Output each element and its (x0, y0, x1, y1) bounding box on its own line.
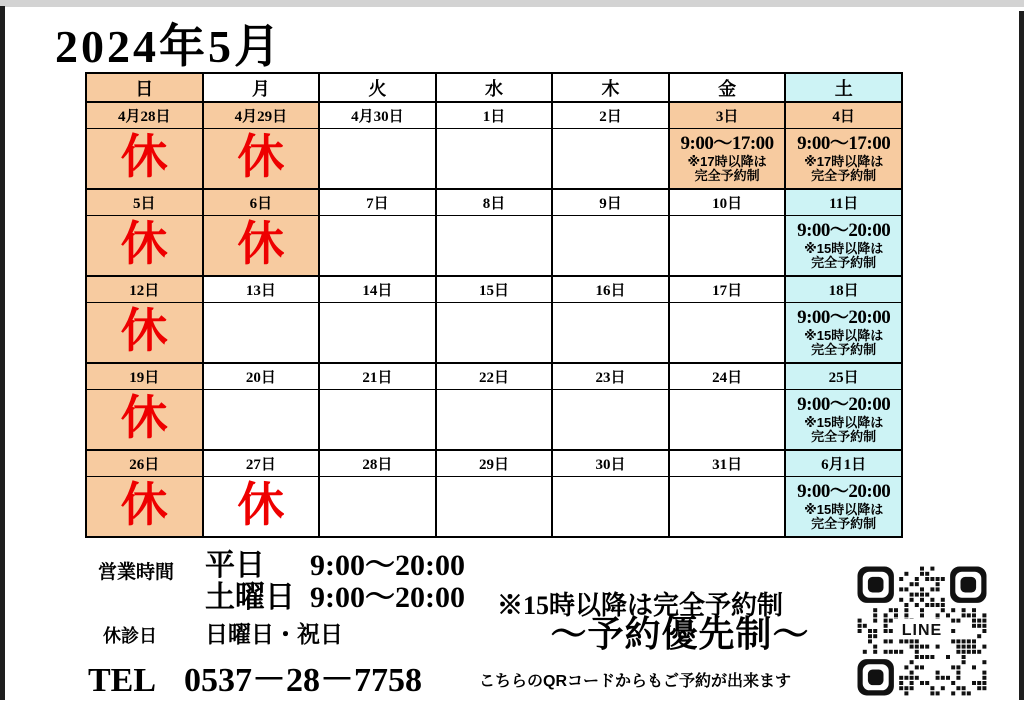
cell-time: 9:00～20:00 (797, 220, 891, 242)
empty-day-cell (319, 477, 436, 538)
photo-edge-right (1019, 11, 1024, 700)
date-cell: 7日 (319, 189, 436, 216)
weekday-header-cell: 月 (203, 73, 320, 102)
date-cell: 4月29日 (203, 102, 320, 129)
saturday-hours-row (205, 583, 465, 613)
cell-note: 完全予約制 (811, 342, 877, 358)
date-cell: 22日 (436, 363, 553, 390)
date-cell: 26日 (86, 450, 203, 477)
date-cell: 29日 (436, 450, 553, 477)
empty-day-cell (552, 477, 669, 538)
saturday-label: 土曜日 (205, 581, 295, 614)
svg-text:LINE: LINE (901, 622, 943, 639)
date-cell: 10日 (669, 189, 786, 216)
empty-day-cell (669, 303, 786, 364)
weekday-header-cell: 金 (669, 73, 786, 102)
business-hours-cell (785, 390, 902, 451)
date-cell: 13日 (203, 276, 320, 303)
business-hours-cell (785, 129, 902, 190)
photo-edge-left (0, 6, 5, 700)
reservation-priority-note: ～予約優先制～ (550, 614, 810, 654)
qr-caption: こちらのQRコードからもご予約が出来ます (479, 673, 792, 690)
date-cell: 1日 (436, 102, 553, 129)
empty-day-cell (669, 216, 786, 277)
cell-note: 完全予約制 (811, 168, 877, 184)
date-cell: 31日 (669, 450, 786, 477)
date-cell: 6日 (203, 189, 320, 216)
date-cell: 30日 (552, 450, 669, 477)
weekday-header-cell: 木 (552, 73, 669, 102)
closed-day-cell (203, 477, 320, 538)
weekday-header-row (86, 73, 902, 102)
closed-day-cell (203, 129, 320, 190)
date-cell: 27日 (203, 450, 320, 477)
cell-note: ※17時以降は (687, 153, 767, 169)
empty-day-cell (669, 390, 786, 451)
date-cell: 11日 (785, 189, 902, 216)
empty-day-cell (319, 216, 436, 277)
cell-note: ※15時以降は (804, 414, 884, 430)
cell-time: 9:00～17:00 (797, 133, 891, 155)
saturday-hours-value: 9:00～20:00 (310, 581, 465, 614)
cell-note: ※15時以降は (804, 501, 884, 517)
empty-day-cell (319, 129, 436, 190)
cell-note: 完全予約制 (811, 429, 877, 445)
photo-edge-top (0, 0, 1024, 7)
telephone-line (88, 652, 422, 701)
empty-day-cell (319, 390, 436, 451)
calendar-table (85, 72, 903, 538)
closed-mark: 休 (237, 219, 285, 271)
empty-day-cell (203, 303, 320, 364)
closed-day-cell (86, 216, 203, 277)
date-cell: 3日 (669, 102, 786, 129)
empty-day-cell (552, 129, 669, 190)
cell-note: 完全予約制 (811, 255, 877, 271)
empty-day-cell (552, 216, 669, 277)
weekday-header-cell: 日 (86, 73, 203, 102)
date-cell: 4月30日 (319, 102, 436, 129)
closed-mark: 休 (120, 480, 168, 532)
business-hours-cell (669, 129, 786, 190)
empty-day-cell (436, 477, 553, 538)
cell-time: 9:00～20:00 (797, 394, 891, 416)
closed-mark: 休 (120, 306, 168, 358)
weekday-header-cell: 水 (436, 73, 553, 102)
cell-time: 9:00～20:00 (797, 481, 891, 503)
closed-day-cell (86, 390, 203, 451)
closed-mark: 休 (120, 393, 168, 445)
closed-day-cell (86, 129, 203, 190)
business-hours-label: 営業時間 (98, 562, 175, 583)
date-cell: 16日 (552, 276, 669, 303)
date-cell: 4日 (785, 102, 902, 129)
line-qr-code (857, 566, 987, 696)
date-cell: 18日 (785, 276, 902, 303)
cell-time: 9:00～17:00 (680, 133, 774, 155)
weekday-hours-row (205, 551, 465, 581)
after-15-reservation-note: ※15時以降は完全予約制 (497, 591, 784, 620)
closed-days-label: 休診日 (103, 626, 157, 646)
date-cell: 24日 (669, 363, 786, 390)
business-hours-cell (785, 303, 902, 364)
empty-day-cell (203, 390, 320, 451)
closed-day-cell (203, 216, 320, 277)
empty-day-cell (436, 129, 553, 190)
closed-mark: 休 (120, 132, 168, 184)
cell-note: 完全予約制 (694, 168, 760, 184)
tel-number: 0537－28－7758 (184, 662, 423, 699)
empty-day-cell (552, 390, 669, 451)
cell-note: ※15時以降は (804, 327, 884, 343)
empty-day-cell (552, 303, 669, 364)
date-cell: 20日 (203, 363, 320, 390)
date-cell: 9日 (552, 189, 669, 216)
closed-mark: 休 (237, 480, 285, 532)
calendar-body (86, 102, 902, 537)
date-cell: 17日 (669, 276, 786, 303)
closed-day-cell (86, 477, 203, 538)
closed-day-cell (86, 303, 203, 364)
empty-day-cell (669, 477, 786, 538)
cell-note: ※17時以降は (804, 153, 884, 169)
empty-day-cell (436, 303, 553, 364)
weekday-header-cell: 土 (785, 73, 902, 102)
weekday-hours-value: 9:00～20:00 (310, 549, 465, 582)
closed-mark: 休 (120, 219, 168, 271)
date-cell: 6月1日 (785, 450, 902, 477)
business-hours-cell (785, 216, 902, 277)
date-cell: 21日 (319, 363, 436, 390)
closed-mark: 休 (237, 132, 285, 184)
date-cell: 8日 (436, 189, 553, 216)
weekday-label: 平日 (205, 549, 265, 582)
date-cell: 15日 (436, 276, 553, 303)
cell-note: ※15時以降は (804, 240, 884, 256)
date-cell: 2日 (552, 102, 669, 129)
cell-note: 完全予約制 (811, 516, 877, 532)
tel-label: TEL (88, 662, 157, 699)
date-cell: 28日 (319, 450, 436, 477)
date-cell: 25日 (785, 363, 902, 390)
date-cell: 19日 (86, 363, 203, 390)
closed-days-value: 日曜日・祝日 (205, 622, 343, 647)
empty-day-cell (436, 390, 553, 451)
empty-day-cell (436, 216, 553, 277)
date-cell: 12日 (86, 276, 203, 303)
business-hours-cell (785, 477, 902, 538)
date-cell: 14日 (319, 276, 436, 303)
date-cell: 4月28日 (86, 102, 203, 129)
date-cell: 5日 (86, 189, 203, 216)
page-title: 2024年5月 (55, 21, 283, 72)
weekday-header-cell: 火 (319, 73, 436, 102)
cell-time: 9:00～20:00 (797, 307, 891, 329)
date-cell: 23日 (552, 363, 669, 390)
empty-day-cell (319, 303, 436, 364)
